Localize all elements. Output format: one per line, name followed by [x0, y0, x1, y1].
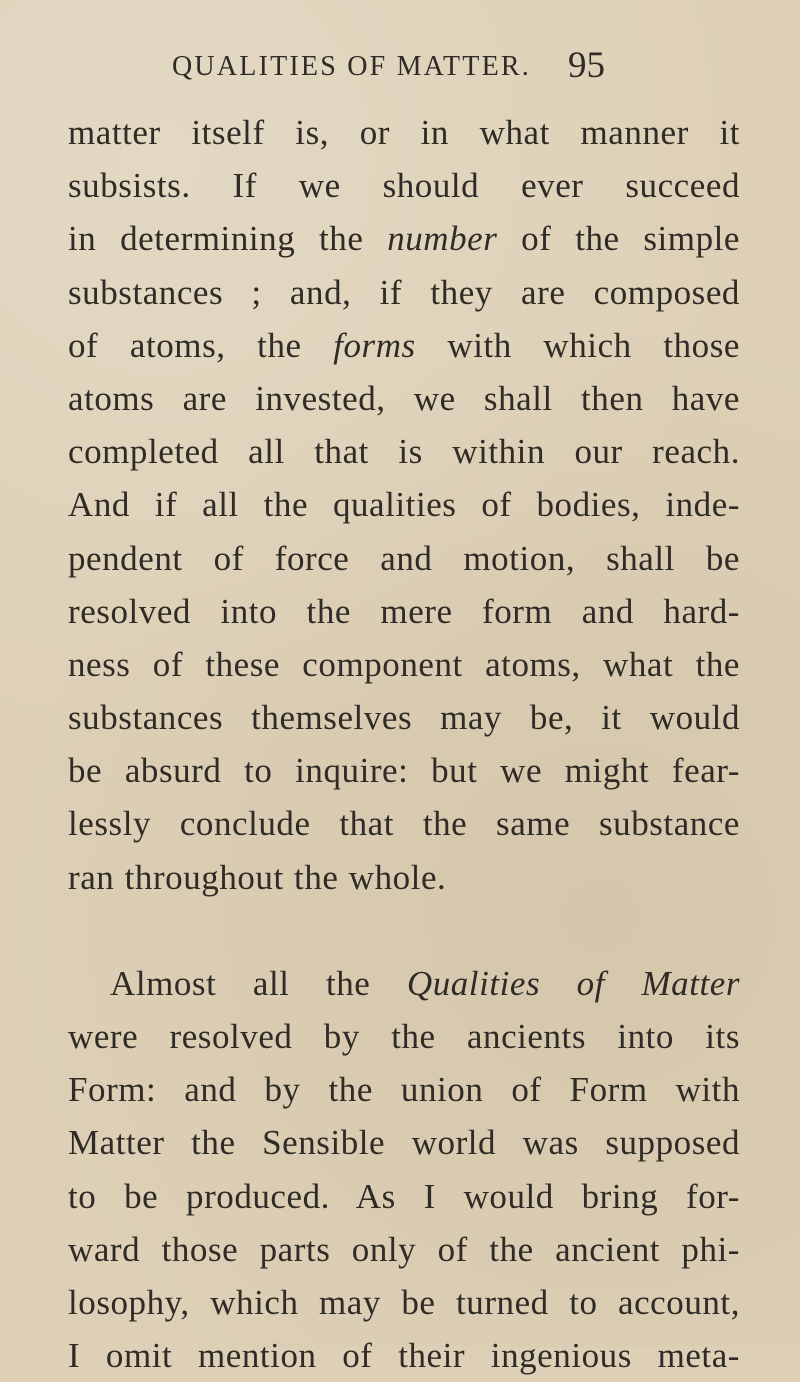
text-run: of the simple: [497, 219, 740, 259]
text-line: [68, 691, 740, 744]
text-run: of atoms, the: [68, 325, 334, 365]
body-text: [68, 106, 740, 1382]
text-line: [68, 1063, 740, 1116]
paragraph-gap: [68, 904, 740, 957]
text-line: [68, 1223, 740, 1276]
text-line: [68, 425, 740, 478]
text-line: [68, 319, 740, 372]
text-run: be absurd to inquire: but we might fear-: [68, 751, 740, 791]
page-number: 95: [568, 45, 605, 86]
text-run: atoms are invested, we shall then have: [68, 378, 740, 418]
text-run: substances themselves may be, it would: [68, 698, 740, 738]
text-run: were resolved by the ancients into its: [68, 1017, 740, 1056]
text-run: And if all the qualities of bodies, inde-: [68, 485, 740, 525]
paragraph-1: [68, 106, 740, 904]
text-run: to be produced. As I would bring for-: [68, 1176, 740, 1216]
text-line: [68, 957, 740, 1010]
text-line: [68, 478, 740, 531]
text-line: [68, 638, 740, 691]
text-run: in determining the: [68, 219, 388, 259]
text-run: substances ; and, if they are composed: [68, 272, 740, 312]
text-line: [68, 1276, 740, 1329]
running-head-title: QUALITIES OF MATTER.: [172, 51, 531, 82]
text-run: matter itself is, or in what manner it: [68, 113, 740, 152]
text-run: completed all that is within our reach.: [68, 432, 740, 472]
text-line: [68, 106, 740, 159]
text-line: [68, 851, 740, 904]
text-line: [68, 266, 740, 319]
text-run: subsists. If we should ever succeed: [68, 166, 740, 206]
text-run: Form: and by the union of Form with: [68, 1070, 740, 1110]
text-run: losophy, which may be turned to account,: [68, 1282, 740, 1322]
text-line: [68, 744, 740, 797]
text-line: [68, 585, 740, 638]
text-line: [68, 372, 740, 425]
text-run: ness of these component atoms, what the: [68, 644, 740, 684]
text-run: with which those: [415, 325, 740, 365]
text-line: [68, 212, 740, 265]
text-line: [68, 797, 740, 850]
italic-text: Qualities of Matter: [406, 963, 741, 1003]
text-line: [68, 1010, 740, 1063]
text-run: Matter the Sensible world was supposed: [68, 1123, 740, 1163]
text-run: resolved into the mere form and hard-: [68, 591, 740, 631]
italic-text: forms: [333, 325, 416, 365]
text-run: ward those parts only of the ancient phi-: [68, 1229, 740, 1269]
text-line: [68, 159, 740, 212]
text-run: I omit mention of their ingenious meta-: [68, 1336, 740, 1376]
text-line: [68, 532, 740, 585]
italic-text: number: [387, 219, 498, 259]
text-line: [68, 1329, 740, 1382]
paragraph-2: [68, 957, 740, 1382]
text-run: lessly conclude that the same substance: [68, 804, 740, 844]
text-line: [68, 1170, 740, 1223]
running-head: [0, 44, 800, 96]
text-line: [68, 1116, 740, 1169]
text-run: pendent of force and motion, shall be: [68, 538, 740, 578]
text-run: ran throughout the whole.: [68, 857, 447, 897]
text-run: Almost all the: [110, 963, 407, 1003]
